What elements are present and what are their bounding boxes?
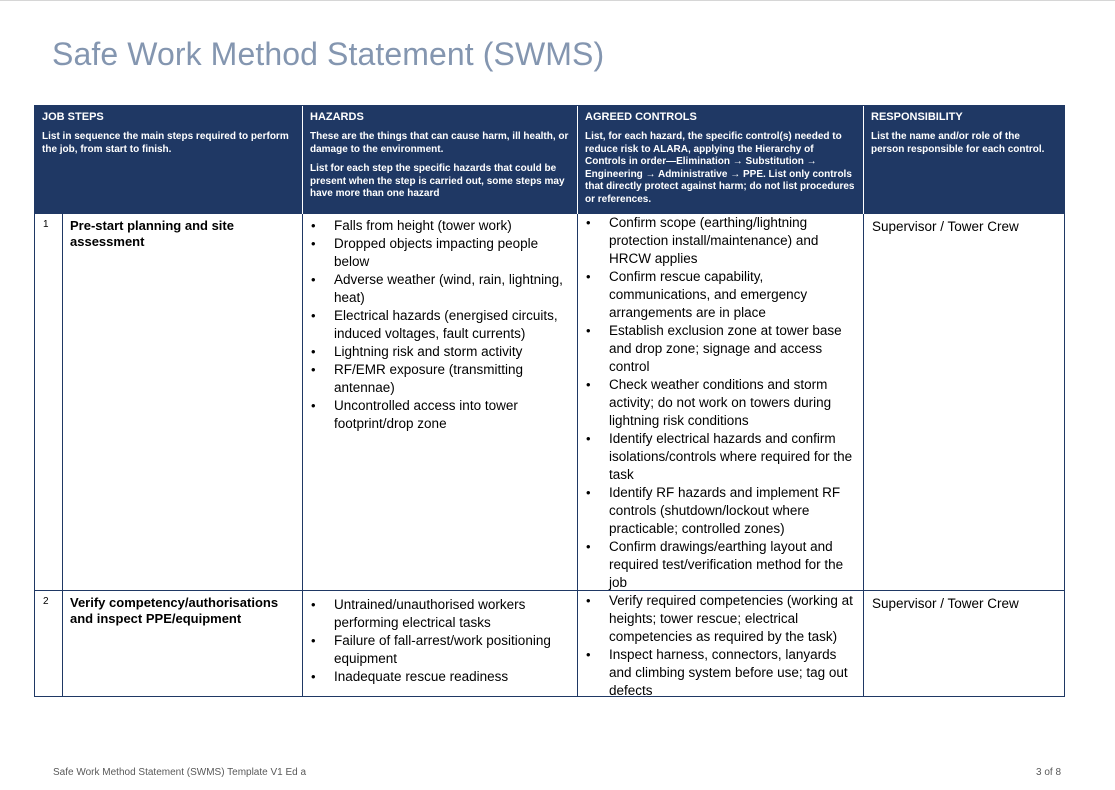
header-responsibility: [863, 106, 1064, 214]
hazards-cell: [302, 214, 577, 590]
footer-page-number: 3 of 8: [1036, 767, 1062, 778]
header-title: HAZARDS: [310, 111, 364, 123]
header-hazards: [302, 106, 577, 214]
hazard-item: • Electrical hazards (energised circuits, induced voltages, fault currents): [303, 307, 577, 343]
table-header: [35, 106, 1064, 214]
control-item: • Verify required competencies (working at heights; tower rescue; electrical competencies as required by the task): [578, 592, 863, 646]
header-desc: These are the things that can cause harm, ill health, or damage to the environment.: [310, 131, 569, 155]
control-item: • Establish exclusion zone at tower base and drop zone; signage and access control: [578, 322, 863, 376]
responsibility-cell: Supervisor / Tower Crew: [863, 214, 1064, 590]
controls-cell: [577, 214, 863, 590]
control-item: • Inspect harness, connectors, lanyards and climbing system before use; tag out defects: [578, 646, 863, 700]
hazard-item: • Inadequate rescue readiness: [303, 668, 577, 686]
footer-document-name: Safe Work Method Statement (SWMS) Template V1 Ed a: [53, 767, 307, 778]
job-step: Pre-start planning and site assessment: [62, 214, 302, 590]
header-desc: List for each step the specific hazards that could be present when the step is carried out, some steps may have more than one hazard: [310, 163, 565, 200]
job-step: Verify competency/authorisations and inspect PPE/equipment: [62, 591, 302, 697]
hazard-item: • Dropped objects impacting people below: [303, 235, 577, 271]
hazard-item: • RF/EMR exposure (transmitting antennae): [303, 361, 577, 397]
control-item: • Identify RF hazards and implement RF controls (shutdown/lockout where practicable; controlled zones): [578, 484, 863, 538]
hazard-item: • Lightning risk and storm activity: [303, 343, 577, 361]
control-item: • Confirm scope (earthing/lightning protection install/maintenance) and HRCW applies: [578, 214, 863, 268]
top-divider: [0, 0, 1115, 1]
control-item: • Confirm drawings/earthing layout and required test/verification method for the job: [578, 538, 863, 592]
header-desc: List the name and/or role of the person responsible for each control.: [871, 131, 1045, 155]
table-row: [35, 214, 1064, 590]
controls-cell: [577, 591, 863, 697]
header-title: RESPONSIBILITY: [871, 111, 963, 123]
hazard-item: • Uncontrolled access into tower footprint/drop zone: [303, 397, 577, 433]
control-item: • Check weather conditions and storm activity; do not work on towers during lightning risk conditions: [578, 376, 863, 430]
hazard-item: • Untrained/unauthorised workers performing electrical tasks: [303, 596, 577, 632]
header-agreed-controls: [577, 106, 863, 214]
header-title: JOB STEPS: [42, 111, 104, 123]
hazards-cell: [302, 591, 577, 697]
header-job-steps: [35, 106, 302, 214]
hazard-item: • Adverse weather (wind, rain, lightning, heat): [303, 271, 577, 307]
control-item: • Identify electrical hazards and confirm isolations/controls where required for the task: [578, 430, 863, 484]
row-number: 2: [43, 596, 49, 607]
page-title: Safe Work Method Statement (SWMS): [52, 36, 605, 72]
table-row: [35, 590, 1064, 697]
control-item: • Confirm rescue capability, communications, and emergency arrangements are in place: [578, 268, 863, 322]
hazard-item: • Failure of fall-arrest/work positioning equipment: [303, 632, 577, 668]
header-title: AGREED CONTROLS: [585, 111, 697, 123]
row-number: 1: [43, 219, 49, 230]
header-desc: List in sequence the main steps required to perform the job, from start to finish.: [42, 131, 289, 155]
header-desc: List, for each hazard, the specific control(s) needed to reduce risk to ALARA, applying the Hierarchy of Controls in order—Elimination → Substitution → Engineering → Administrative → PPE. List only controls that directly protect against harm; do not list procedures or references.: [585, 131, 855, 205]
swms-table: [34, 105, 1065, 697]
responsibility-cell: Supervisor / Tower Crew: [863, 591, 1064, 697]
hazard-item: • Falls from height (tower work): [303, 217, 577, 235]
